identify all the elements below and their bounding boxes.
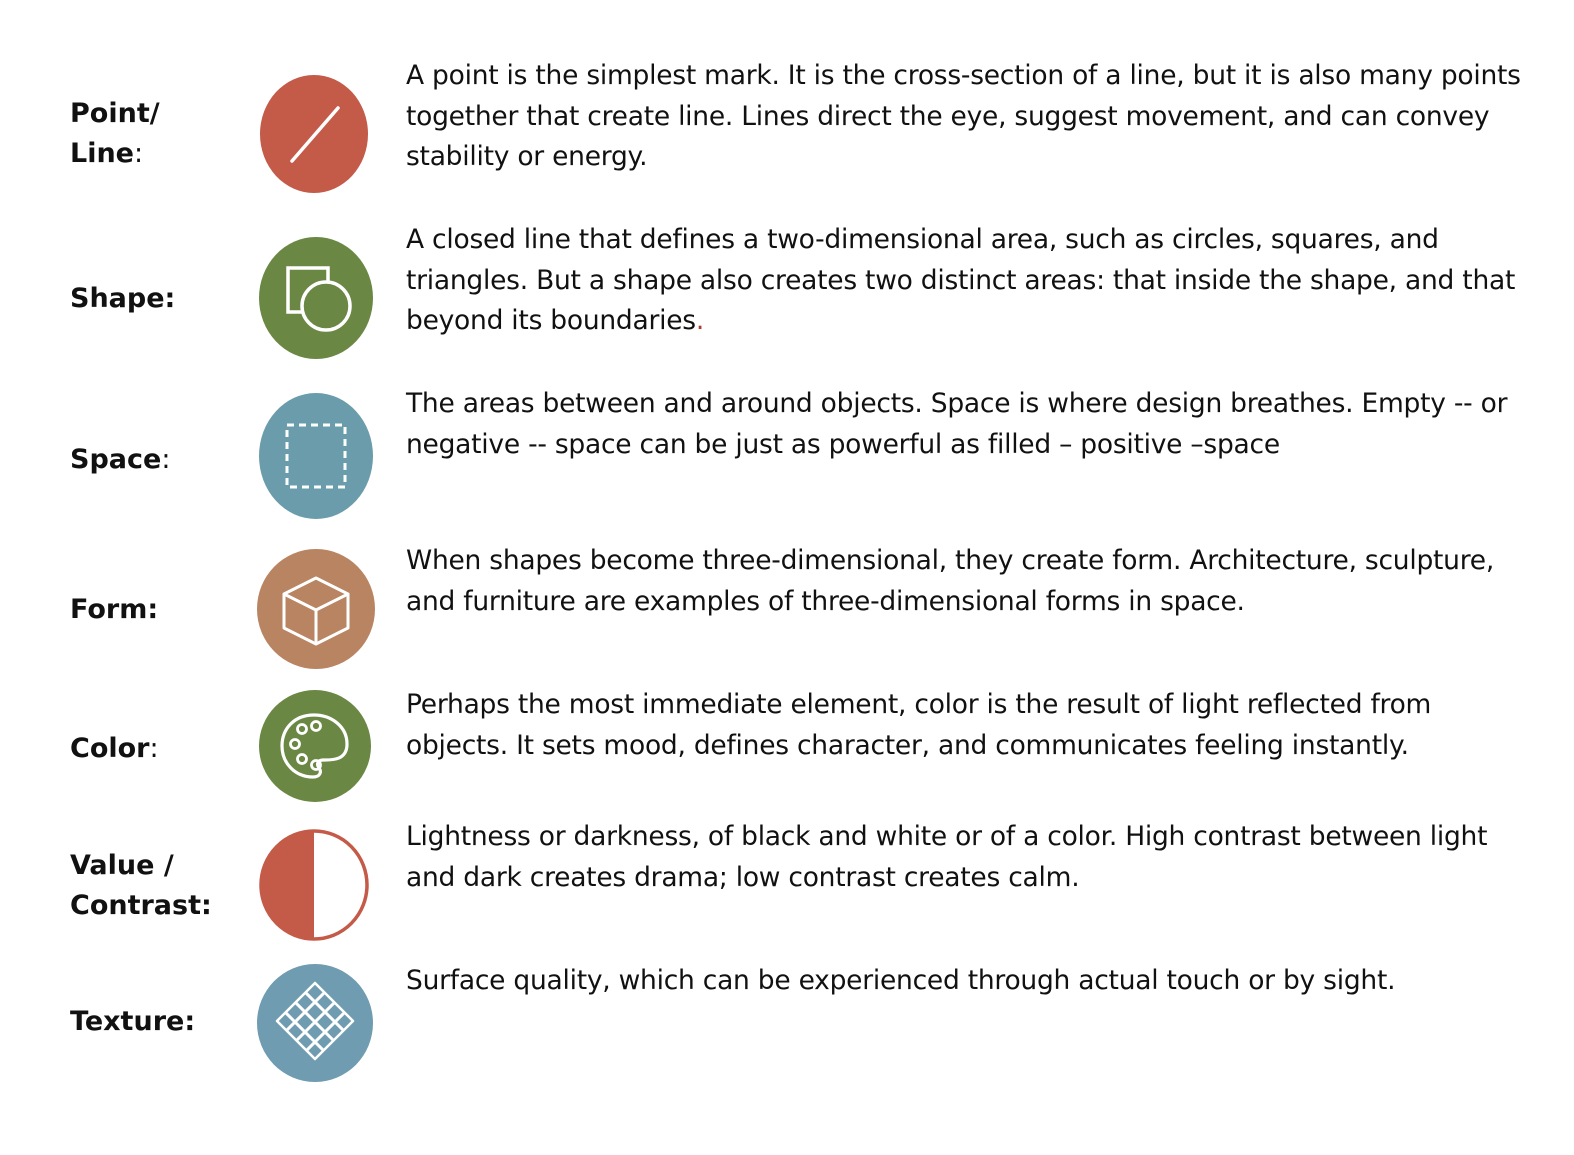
element-description: Perhaps the most immediate element, color is the result of light reflected from objects. It sets mood, defines character, and communicates feeling instantly. [406, 689, 1432, 761]
shape-icon [258, 236, 374, 360]
element-label: Form: [70, 594, 159, 625]
form-cube-icon [256, 548, 376, 670]
element-label: Space: [70, 444, 171, 475]
space-icon [258, 392, 374, 520]
element-description: The areas between and around objects. Space is where design breathes. Empty -- or negative -- space can be just as powerful as filled – positive –space [406, 388, 1508, 460]
element-description: Lightness or darkness, of black and white or of a color. High contrast between light and dark creates drama; low contrast creates calm. [406, 821, 1488, 893]
line-icon [258, 73, 370, 195]
element-label: Color: [70, 733, 159, 764]
element-label: Shape: [70, 283, 176, 314]
element-label: Texture: [70, 1006, 196, 1037]
value-contrast-icon [258, 828, 370, 942]
element-label: Value / Contrast: [70, 850, 212, 921]
element-description: A point is the simplest mark. It is the cross-section of a line, but it is also many points together that create line. Lines direct the eye, suggest movement, and can convey stability or energy. [406, 60, 1521, 172]
element-label: Point/ Line: [70, 98, 160, 169]
palette-icon [258, 689, 372, 803]
element-description: A closed line that defines a two-dimensional area, such as circles, squares, and triangles. But a shape also creates two distinct areas: that inside the shape, and that beyond its boundaries. [406, 224, 1516, 336]
texture-grid-icon [256, 963, 374, 1083]
element-description: When shapes become three-dimensional, they create form. Architecture, sculpture, and furniture are examples of three-dimensional forms in space. [406, 545, 1494, 617]
element-description: Surface quality, which can be experienced through actual touch or by sight. [406, 965, 1396, 996]
